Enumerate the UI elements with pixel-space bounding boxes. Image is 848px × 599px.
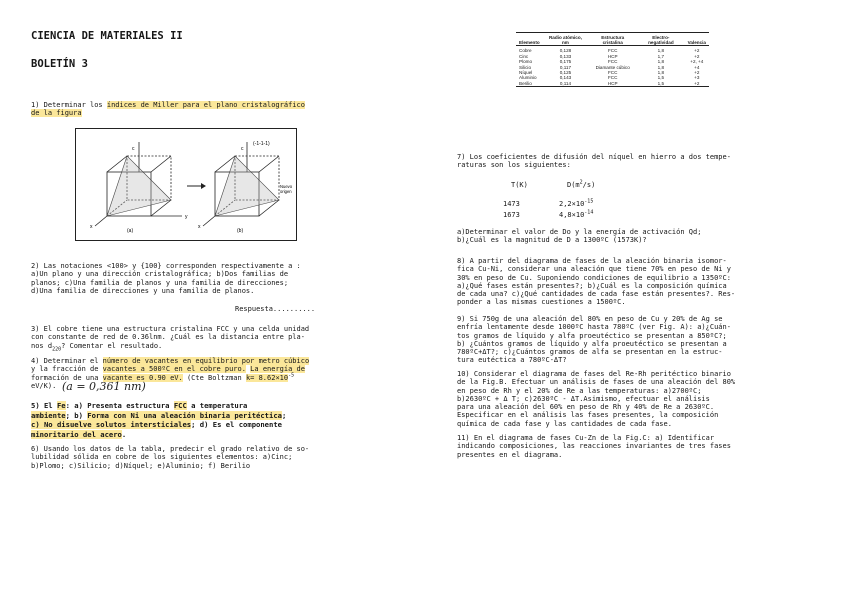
table-row [516, 46, 709, 54]
q7-line: 7) Los coeficientes de difusión del níquel en hierro a dos tempe- [457, 153, 731, 161]
q4-highlight: vacante es 0.90 eV. [102, 373, 183, 382]
q10-line: para una aleación del 60% en peso de Rh y 40% de Re a 2630ºC. [457, 403, 715, 412]
question-5 [31, 401, 286, 439]
q3-line: nos d [31, 341, 53, 350]
table-cell: +4 [694, 64, 700, 70]
table-top-rule [516, 32, 709, 33]
table-cell: 0,133 [559, 53, 572, 59]
table-cell: FCC [607, 48, 618, 54]
q4-highlight: k= 8.62×10 [245, 373, 289, 382]
q5-highlight: minoritario del acero [31, 429, 122, 439]
table-header-row [516, 35, 709, 46]
table-cell: 1,5 [657, 80, 665, 86]
table-cell: Cinc [519, 53, 529, 59]
course-title: CIENCIA DE MATERIALES II [31, 30, 183, 42]
column-header: Estructura cristalina [588, 35, 637, 46]
q6-line: lubilidad sólida en cobre de los siguientes elementos: a)Cinc; [31, 453, 293, 462]
table-cell: FCC [607, 70, 618, 76]
bulletin-title: BOLETÍN 3 [31, 58, 88, 70]
q10-line: Especificar en el análisis las fases presentes, la composición [457, 411, 719, 420]
q5-highlight: Forma con Ni una aleación binaria peritéctica [87, 410, 282, 420]
table-cell: 0,128 [559, 48, 572, 54]
question-2 [31, 262, 301, 295]
q8-line: ponder a las mismas cuestiones a 1500ºC. [457, 298, 626, 307]
table-cell: FCC [607, 75, 618, 81]
table-cell: HCP [607, 80, 618, 86]
q10-line: en peso de Rh y el 20% de Re a las temperaturas: a)2700ºC; [457, 386, 702, 395]
q1-highlight-2: de la figura [31, 109, 82, 118]
q10-line: b)2630ºC + Δ T; c)2630ºC - ΔT.Asimismo, efectuar el análisis [457, 394, 710, 403]
question-10 [457, 370, 735, 428]
q1-highlight: índices de Miller para el plano cristalográfico [106, 101, 305, 109]
plane-label: (-1-1-1) [253, 141, 270, 147]
crystal-plane-figure [75, 128, 297, 241]
table-body [516, 46, 709, 87]
q9-line: enfría lentamente desde 1000ºC hasta 780ºC (ver Fig. A): a)¿Cuán- [457, 323, 731, 332]
q10-line: 10) Considerar el diagrama de fases del Re-Rh peritéctico binario [457, 370, 731, 378]
table-cell: 0,114 [559, 80, 572, 86]
q10-line: química de cada fase y las cantidades de cada fase. [457, 419, 672, 428]
q11-line: presentes en el diagrama. [457, 450, 563, 459]
q3-line: con constante de red de 0.36lnm. ¿Cuál es la distancia entre pla- [31, 333, 305, 342]
q10-line: de la Fig.B. Efectuar un análisis de fases de una aleación del 80% [457, 378, 736, 387]
q7-col-d-sup: 2 [579, 179, 583, 186]
y-axis-label: y [185, 214, 188, 220]
q5-text: a temperatura [186, 401, 248, 410]
new-origin-label-1: Nuevo [280, 184, 293, 189]
x-axis-label: x [90, 224, 93, 230]
table-cell: Aluminio [519, 75, 537, 81]
table-cell: 0,125 [559, 70, 572, 76]
table-cell: 1,5 [657, 75, 665, 81]
table-cell: 0,117 [559, 64, 572, 70]
q8-line: 30% en peso de Cu. Suponiendo condiciones de equilibrio a 1350ºC: [457, 273, 731, 282]
q11-line: 11) En el diagrama de fases Cu-Zn de la Fig.C: a) Identificar [457, 434, 715, 442]
table-cell: Níquel [519, 70, 533, 76]
q8-line: a)¿Qué fases están presentes?; b)¿Cuál es la composición química [457, 281, 727, 290]
q4-superscript: -5 [288, 372, 295, 379]
q4-highlight: vacantes a 500ºC en el cobre puro. [102, 365, 246, 374]
label-a: (a) [127, 228, 134, 234]
diffusion-row-1-t: 1473 [503, 200, 520, 208]
question-8 [457, 257, 735, 307]
q5-text: ; b) [65, 410, 88, 420]
q5-text: : a) Presenta estructura [65, 401, 174, 410]
q6-line: 6) Usando los datos de la tabla, predecir el grado relativo de so- [31, 445, 310, 453]
table-cell: +2 [694, 70, 700, 76]
q4-text: y la fracción de [31, 365, 103, 374]
q5-text: 5) El [31, 401, 57, 410]
table-cell: +3 [694, 75, 700, 81]
q5-highlight: Fe [56, 401, 66, 410]
question-11 [457, 434, 731, 459]
table-cell: 0,143 [559, 75, 572, 81]
q9-line: tura eutéctica a 780ºC-ΔT? [457, 356, 567, 365]
q9-line: b) ¿Cuántos gramos de líquido y alfa proeutéctico se presentan a [457, 339, 727, 348]
table-cell: 1,8 [657, 59, 665, 65]
question-9 [457, 315, 731, 365]
diffusion-col-t: T(K) [511, 181, 528, 189]
question-7 [457, 153, 731, 170]
table-cell: Plomo [519, 59, 533, 65]
q8-line: fica Cu-Ni, considerar una aleación que tiene 70% en peso de Ni y [457, 265, 731, 274]
q7-part-b: b)¿Cuál es la magnitud de D a 1300ºC (1573K)? [457, 236, 647, 245]
q5-highlight: FCC [173, 401, 187, 410]
q7-d: 2,2×10 [559, 200, 585, 208]
table-cell: Silicio [519, 64, 531, 70]
q5-text: ; [282, 410, 287, 420]
column-header: Valencia [685, 35, 709, 46]
q9-line: 9) Si 750g de una aleación del 80% en peso de Cu y 20% de Ag se [457, 315, 723, 323]
q8-line: 8) A partir del diagrama de fases de la aleación binaria isomor- [457, 257, 727, 265]
q2-line: 2) Las notaciones <100> y {100} corresponden respectivamente a : [31, 262, 301, 270]
diffusion-row-2-d [559, 211, 593, 219]
question-1 [31, 101, 305, 118]
q3-line: ? Comentar el resultado. [61, 341, 163, 350]
table-cell: 1,7 [657, 53, 665, 59]
q6-line: b)Plomo; c)Silicio; d)Níquel; e)Aluminio; f) Berilio [31, 461, 251, 470]
table-bottom-rule [516, 86, 709, 87]
element-properties-table [516, 35, 709, 87]
table-cell: +2, +4 [690, 59, 704, 65]
q2-line: d)Una familia de direcciones y una familia de planos. [31, 286, 255, 295]
q3-line: 3) El cobre tiene una estructura cristalina FCC y una celda unidad [31, 325, 310, 333]
q1-text: 1) Determinar los [31, 101, 107, 109]
q7-d: 4,8×10 [559, 211, 585, 219]
q9-line: 780ºC+ΔT?; c)¿Cuántos gramos de alfa se presentan en la estruc- [457, 348, 723, 357]
q7-part-a: a)Determinar el valor de Do y la energía de activación Qd; [457, 228, 702, 236]
q7-col-d-post: /s) [582, 181, 596, 189]
q5-highlight: ambiente [31, 410, 66, 420]
handwritten-note: (a = 0,361 nm) [62, 380, 146, 393]
table-cell: Diamante cúbico [595, 64, 630, 70]
q5-highlight: c) No disuelve solutos intersticiales [31, 420, 192, 429]
column-header: Radio atómico, nm [543, 35, 589, 46]
table-cell: Berilio [519, 80, 532, 86]
diffusion-col-d [567, 181, 595, 189]
q4-text: 4) Determinar el [31, 357, 103, 365]
table-cell: +2 [694, 80, 700, 86]
q4-text: (Cte Boltzman [182, 373, 246, 382]
c-axis-label-b: c [241, 146, 244, 152]
table-cell: +2 [694, 53, 700, 59]
q7-exp: -14 [584, 209, 594, 216]
q4-highlight: número de vacantes en equilibrio por metro cúbico [102, 357, 310, 365]
table-cell: Cobre [519, 48, 532, 54]
q5-text: . [121, 429, 127, 439]
table-cell: 1,8 [657, 48, 665, 54]
table-cell: HCP [607, 53, 618, 59]
q7-exp: -15 [584, 198, 594, 205]
c-axis-label: c [132, 146, 135, 152]
q4-text: formación de una [31, 373, 103, 382]
q2-line: planos; c)Una familia de planos y una familia de direcciones; [31, 278, 289, 287]
q8-line: de cada una? c)¿Qué cantidades de cada fase están presentes?. Res- [457, 290, 736, 299]
label-b: (b) [237, 228, 244, 234]
q4-text: eV/K). [31, 381, 57, 390]
q9-line: tos gramos de líquido y alfa proeutéctico se presentan a 850ºC?; [457, 331, 727, 340]
q3-subscript: 220 [52, 345, 62, 352]
table-cell: 0,175 [559, 59, 572, 65]
question-7-parts [457, 228, 701, 245]
table-bottom-rule-cell [516, 86, 709, 87]
column-header: Electro-negatividad [637, 35, 684, 46]
question-3 [31, 325, 309, 350]
q5-text: ; d) Es el componente [191, 420, 282, 429]
new-origin-label-2: origen [280, 189, 292, 194]
diffusion-row-1-d [559, 200, 593, 208]
q4-highlight: La energía de [250, 365, 305, 374]
q7-col-d: D(m [567, 181, 580, 189]
column-header: Elemento [516, 35, 543, 46]
q2-line: a)Un plano y una dirección cristalográfica; b)Dos familias de [31, 270, 289, 279]
q7-line: raturas son los siguientes: [457, 161, 571, 170]
question-6 [31, 445, 309, 470]
table-cell: 1,8 [657, 64, 665, 70]
table-cell: 1,8 [657, 70, 665, 76]
x-axis-label-b: x [198, 224, 201, 230]
table-cell: FCC [607, 59, 618, 65]
answer-line: Respuesta.......... [235, 305, 316, 313]
table-cell: +2 [694, 48, 700, 54]
q11-line: indicando composiciones, las reacciones invariantes de tres fases [457, 442, 731, 451]
diffusion-row-2-t: 1673 [503, 211, 520, 219]
